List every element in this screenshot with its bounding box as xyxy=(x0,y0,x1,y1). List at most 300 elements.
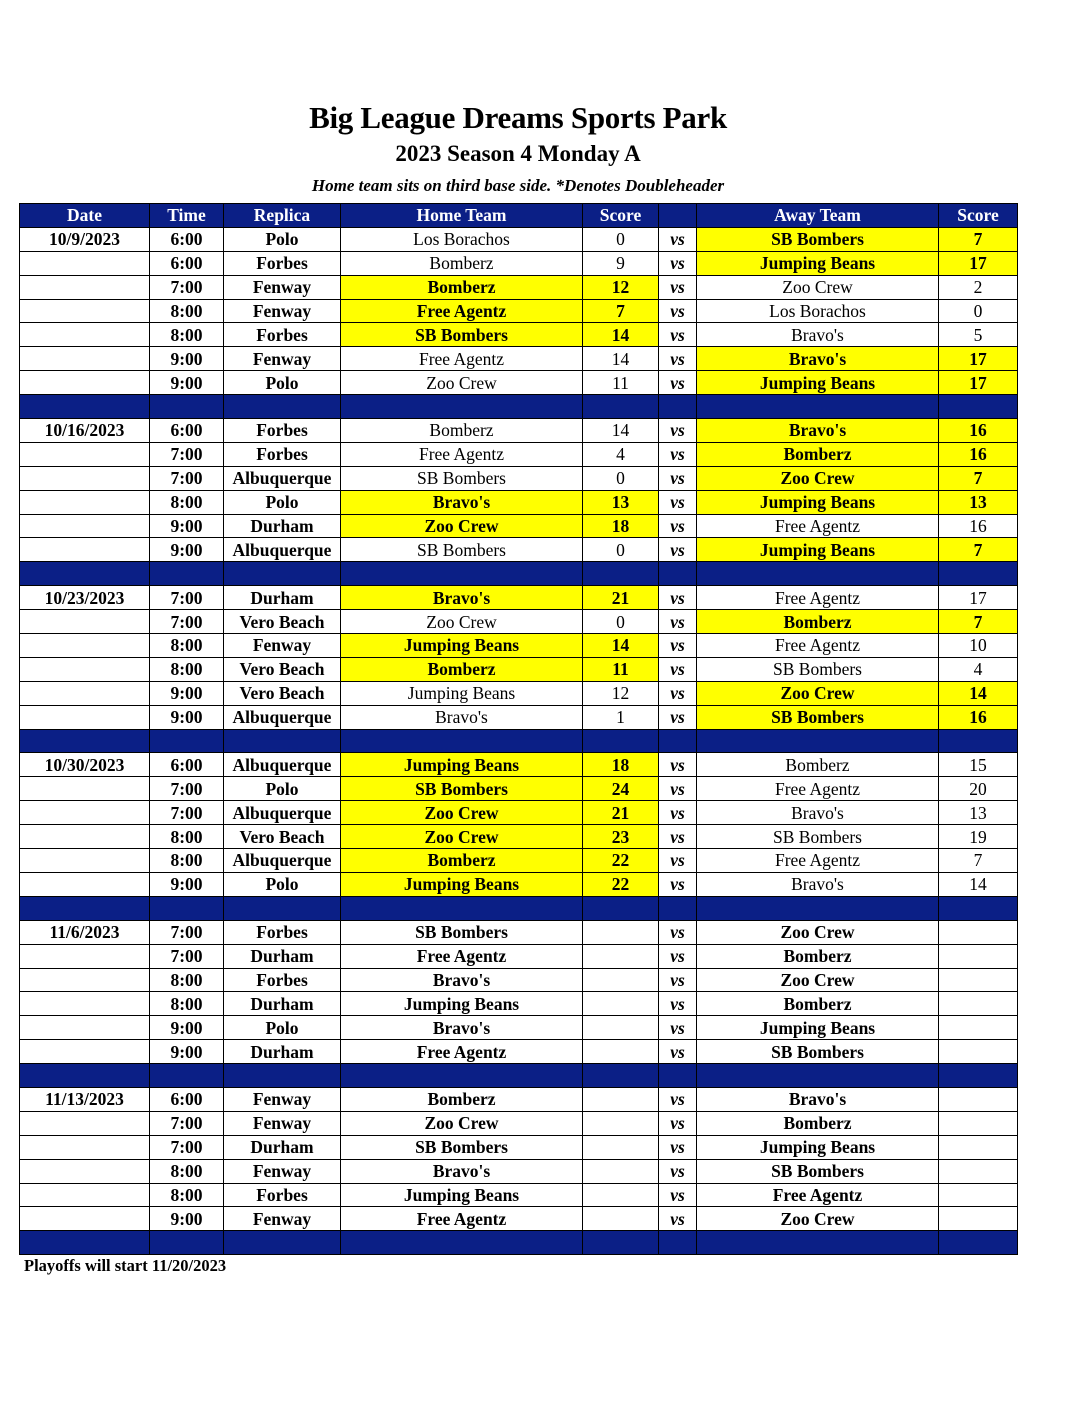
vs-label: vs xyxy=(659,538,697,562)
game-date xyxy=(20,323,150,347)
week-separator-row xyxy=(20,395,1018,419)
game-field: Fenway xyxy=(224,299,341,323)
separator-cell xyxy=(939,896,1018,920)
vs-label: vs xyxy=(659,1183,697,1207)
away-score xyxy=(939,992,1018,1016)
game-field: Albuquerque xyxy=(224,705,341,729)
home-team: Bravo's xyxy=(341,586,583,610)
game-date xyxy=(20,872,150,896)
week-separator-row xyxy=(20,896,1018,920)
away-score: 14 xyxy=(939,681,1018,705)
vs-label: vs xyxy=(659,681,697,705)
away-score: 16 xyxy=(939,705,1018,729)
game-row xyxy=(20,610,1018,634)
away-team: Bomberz xyxy=(697,442,939,466)
away-team: Bravo's xyxy=(697,347,939,371)
game-row xyxy=(20,801,1018,825)
separator-cell xyxy=(697,562,939,586)
home-team: SB Bombers xyxy=(341,1135,583,1159)
game-field: Fenway xyxy=(224,1111,341,1135)
game-row xyxy=(20,920,1018,944)
home-team: Bravo's xyxy=(341,705,583,729)
separator-cell xyxy=(224,896,341,920)
game-time: 7:00 xyxy=(150,586,224,610)
separator-cell xyxy=(224,1231,341,1255)
home-score xyxy=(583,1159,659,1183)
game-date: 11/13/2023 xyxy=(20,1087,150,1111)
home-score xyxy=(583,1040,659,1064)
header-time: Time xyxy=(150,204,224,228)
game-row xyxy=(20,1016,1018,1040)
away-team: Zoo Crew xyxy=(697,466,939,490)
vs-label: vs xyxy=(659,466,697,490)
separator-cell xyxy=(224,562,341,586)
separator-cell xyxy=(150,395,224,419)
vs-label: vs xyxy=(659,610,697,634)
home-team: Bomberz xyxy=(341,849,583,873)
away-team: Jumping Beans xyxy=(697,251,939,275)
separator-cell xyxy=(697,896,939,920)
header-row xyxy=(20,204,1018,228)
header-away-score: Score xyxy=(939,204,1018,228)
away-score: 4 xyxy=(939,657,1018,681)
game-time: 7:00 xyxy=(150,1111,224,1135)
home-team: Free Agentz xyxy=(341,299,583,323)
game-row xyxy=(20,1111,1018,1135)
game-date xyxy=(20,538,150,562)
away-team: Zoo Crew xyxy=(697,920,939,944)
vs-label: vs xyxy=(659,419,697,443)
game-date xyxy=(20,490,150,514)
schedule-table xyxy=(19,203,1018,1255)
home-team: Jumping Beans xyxy=(341,872,583,896)
vs-label: vs xyxy=(659,514,697,538)
away-team: Bravo's xyxy=(697,323,939,347)
game-date xyxy=(20,1135,150,1159)
away-score xyxy=(939,1135,1018,1159)
game-time: 9:00 xyxy=(150,681,224,705)
away-team: SB Bombers xyxy=(697,825,939,849)
separator-cell xyxy=(939,562,1018,586)
home-score: 14 xyxy=(583,419,659,443)
separator-cell xyxy=(150,896,224,920)
home-score: 0 xyxy=(583,538,659,562)
home-team: SB Bombers xyxy=(341,920,583,944)
home-team: Jumping Beans xyxy=(341,992,583,1016)
game-time: 8:00 xyxy=(150,1159,224,1183)
away-score: 14 xyxy=(939,872,1018,896)
separator-cell xyxy=(150,562,224,586)
game-row xyxy=(20,419,1018,443)
vs-label: vs xyxy=(659,1207,697,1231)
game-time: 9:00 xyxy=(150,1207,224,1231)
home-team: Bomberz xyxy=(341,419,583,443)
away-team: Free Agentz xyxy=(697,634,939,658)
game-time: 6:00 xyxy=(150,419,224,443)
away-team: Free Agentz xyxy=(697,777,939,801)
game-date xyxy=(20,347,150,371)
away-team: Bomberz xyxy=(697,1111,939,1135)
vs-label: vs xyxy=(659,657,697,681)
away-team: Zoo Crew xyxy=(697,681,939,705)
home-score: 21 xyxy=(583,801,659,825)
game-time: 7:00 xyxy=(150,442,224,466)
home-team: Bravo's xyxy=(341,1016,583,1040)
vs-label: vs xyxy=(659,944,697,968)
home-team: Zoo Crew xyxy=(341,371,583,395)
game-row xyxy=(20,849,1018,873)
game-time: 9:00 xyxy=(150,538,224,562)
away-score xyxy=(939,944,1018,968)
away-team: Jumping Beans xyxy=(697,371,939,395)
separator-cell xyxy=(583,896,659,920)
home-score xyxy=(583,1111,659,1135)
away-team: Free Agentz xyxy=(697,1183,939,1207)
separator-cell xyxy=(341,1231,583,1255)
away-score: 15 xyxy=(939,753,1018,777)
separator-cell xyxy=(659,395,697,419)
away-score: 10 xyxy=(939,634,1018,658)
home-score xyxy=(583,992,659,1016)
away-team: Bomberz xyxy=(697,753,939,777)
game-field: Forbes xyxy=(224,920,341,944)
away-team: Zoo Crew xyxy=(697,968,939,992)
vs-label: vs xyxy=(659,323,697,347)
home-score xyxy=(583,1207,659,1231)
game-time: 9:00 xyxy=(150,371,224,395)
separator-cell xyxy=(341,395,583,419)
away-team: Free Agentz xyxy=(697,849,939,873)
away-score: 16 xyxy=(939,514,1018,538)
game-row xyxy=(20,777,1018,801)
game-field: Durham xyxy=(224,1040,341,1064)
game-row xyxy=(20,1183,1018,1207)
home-team: Bomberz xyxy=(341,657,583,681)
home-team: Free Agentz xyxy=(341,442,583,466)
separator-cell xyxy=(697,395,939,419)
game-field: Forbes xyxy=(224,1183,341,1207)
game-date xyxy=(20,610,150,634)
game-row xyxy=(20,1159,1018,1183)
game-date xyxy=(20,968,150,992)
game-time: 9:00 xyxy=(150,872,224,896)
game-row xyxy=(20,275,1018,299)
home-score: 0 xyxy=(583,610,659,634)
game-field: Forbes xyxy=(224,323,341,347)
game-field: Polo xyxy=(224,227,341,251)
home-team: Bravo's xyxy=(341,1159,583,1183)
separator-cell xyxy=(20,729,150,753)
game-date: 11/6/2023 xyxy=(20,920,150,944)
vs-label: vs xyxy=(659,1135,697,1159)
away-score: 16 xyxy=(939,442,1018,466)
vs-label: vs xyxy=(659,371,697,395)
away-score xyxy=(939,1111,1018,1135)
vs-label: vs xyxy=(659,849,697,873)
game-row xyxy=(20,586,1018,610)
separator-cell xyxy=(224,729,341,753)
game-field: Polo xyxy=(224,777,341,801)
game-row xyxy=(20,657,1018,681)
game-time: 6:00 xyxy=(150,251,224,275)
home-team: Los Borachos xyxy=(341,227,583,251)
vs-label: vs xyxy=(659,251,697,275)
vs-label: vs xyxy=(659,825,697,849)
separator-cell xyxy=(150,1231,224,1255)
game-field: Polo xyxy=(224,371,341,395)
away-team: SB Bombers xyxy=(697,657,939,681)
separator-cell xyxy=(659,1231,697,1255)
game-row xyxy=(20,490,1018,514)
home-score: 22 xyxy=(583,849,659,873)
game-date xyxy=(20,944,150,968)
separator-cell xyxy=(341,729,583,753)
separator-cell xyxy=(150,729,224,753)
home-team: Jumping Beans xyxy=(341,753,583,777)
separator-cell xyxy=(697,1064,939,1088)
game-time: 8:00 xyxy=(150,1183,224,1207)
game-field: Albuquerque xyxy=(224,466,341,490)
page-subtitle: 2023 Season 4 Monday A xyxy=(395,141,641,166)
away-score: 2 xyxy=(939,275,1018,299)
vs-label: vs xyxy=(659,299,697,323)
home-team: Jumping Beans xyxy=(341,634,583,658)
vs-label: vs xyxy=(659,920,697,944)
game-date xyxy=(20,275,150,299)
home-score xyxy=(583,1183,659,1207)
home-team: Free Agentz xyxy=(341,347,583,371)
game-field: Durham xyxy=(224,992,341,1016)
away-team: SB Bombers xyxy=(697,227,939,251)
game-field: Vero Beach xyxy=(224,825,341,849)
separator-cell xyxy=(583,1064,659,1088)
separator-cell xyxy=(224,395,341,419)
home-score: 23 xyxy=(583,825,659,849)
game-date xyxy=(20,705,150,729)
game-field: Polo xyxy=(224,490,341,514)
game-time: 8:00 xyxy=(150,968,224,992)
away-score: 7 xyxy=(939,466,1018,490)
game-time: 7:00 xyxy=(150,920,224,944)
game-time: 9:00 xyxy=(150,1040,224,1064)
away-score xyxy=(939,1183,1018,1207)
game-time: 7:00 xyxy=(150,610,224,634)
home-score xyxy=(583,920,659,944)
week-separator-row xyxy=(20,1064,1018,1088)
game-time: 7:00 xyxy=(150,275,224,299)
home-score: 11 xyxy=(583,371,659,395)
home-team: Zoo Crew xyxy=(341,514,583,538)
game-time: 8:00 xyxy=(150,849,224,873)
home-team: Jumping Beans xyxy=(341,1183,583,1207)
vs-label: vs xyxy=(659,586,697,610)
home-team: SB Bombers xyxy=(341,323,583,347)
game-time: 7:00 xyxy=(150,944,224,968)
vs-label: vs xyxy=(659,801,697,825)
game-row xyxy=(20,538,1018,562)
vs-label: vs xyxy=(659,777,697,801)
game-date xyxy=(20,299,150,323)
home-score: 13 xyxy=(583,490,659,514)
separator-cell xyxy=(20,395,150,419)
vs-label: vs xyxy=(659,1159,697,1183)
home-score: 12 xyxy=(583,681,659,705)
home-score: 0 xyxy=(583,466,659,490)
away-team: Free Agentz xyxy=(697,514,939,538)
game-field: Fenway xyxy=(224,1159,341,1183)
separator-cell xyxy=(583,562,659,586)
vs-label: vs xyxy=(659,753,697,777)
game-time: 6:00 xyxy=(150,1087,224,1111)
game-row xyxy=(20,514,1018,538)
game-row xyxy=(20,681,1018,705)
game-date xyxy=(20,466,150,490)
vs-label: vs xyxy=(659,634,697,658)
away-score: 7 xyxy=(939,610,1018,634)
game-field: Durham xyxy=(224,944,341,968)
home-score xyxy=(583,968,659,992)
home-team: Bomberz xyxy=(341,275,583,299)
home-score xyxy=(583,1016,659,1040)
home-score: 18 xyxy=(583,753,659,777)
vs-label: vs xyxy=(659,442,697,466)
game-date xyxy=(20,849,150,873)
home-team: Bomberz xyxy=(341,1087,583,1111)
away-score: 13 xyxy=(939,490,1018,514)
game-row xyxy=(20,705,1018,729)
away-score xyxy=(939,968,1018,992)
game-field: Fenway xyxy=(224,1087,341,1111)
home-team: Free Agentz xyxy=(341,1040,583,1064)
game-field: Fenway xyxy=(224,1207,341,1231)
separator-cell xyxy=(583,729,659,753)
game-field: Fenway xyxy=(224,634,341,658)
game-field: Forbes xyxy=(224,251,341,275)
away-score xyxy=(939,1040,1018,1064)
away-team: Jumping Beans xyxy=(697,1135,939,1159)
separator-cell xyxy=(939,1064,1018,1088)
away-score: 13 xyxy=(939,801,1018,825)
home-team: SB Bombers xyxy=(341,538,583,562)
game-field: Durham xyxy=(224,586,341,610)
game-date xyxy=(20,777,150,801)
home-score xyxy=(583,944,659,968)
header-date: Date xyxy=(20,204,150,228)
game-row xyxy=(20,634,1018,658)
game-date xyxy=(20,442,150,466)
game-field: Forbes xyxy=(224,442,341,466)
game-time: 9:00 xyxy=(150,705,224,729)
game-date xyxy=(20,1040,150,1064)
away-score: 17 xyxy=(939,586,1018,610)
away-score: 7 xyxy=(939,227,1018,251)
game-field: Albuquerque xyxy=(224,538,341,562)
separator-cell xyxy=(341,896,583,920)
game-field: Fenway xyxy=(224,347,341,371)
game-date xyxy=(20,371,150,395)
game-row xyxy=(20,1207,1018,1231)
home-score: 12 xyxy=(583,275,659,299)
away-team: Bomberz xyxy=(697,992,939,1016)
game-date xyxy=(20,1016,150,1040)
away-team: SB Bombers xyxy=(697,1159,939,1183)
playoffs-note: Playoffs will start 11/20/2023 xyxy=(24,1256,227,1275)
separator-cell xyxy=(20,1231,150,1255)
vs-label: vs xyxy=(659,968,697,992)
away-team: Bomberz xyxy=(697,944,939,968)
separator-cell xyxy=(659,896,697,920)
home-score: 21 xyxy=(583,586,659,610)
game-date: 10/16/2023 xyxy=(20,419,150,443)
game-row xyxy=(20,347,1018,371)
home-score xyxy=(583,1087,659,1111)
game-row xyxy=(20,1040,1018,1064)
page-title: Big League Dreams Sports Park xyxy=(309,100,727,135)
game-time: 7:00 xyxy=(150,466,224,490)
away-score: 17 xyxy=(939,251,1018,275)
away-score: 16 xyxy=(939,419,1018,443)
home-score: 1 xyxy=(583,705,659,729)
vs-label: vs xyxy=(659,872,697,896)
game-field: Forbes xyxy=(224,968,341,992)
game-field: Durham xyxy=(224,514,341,538)
separator-cell xyxy=(939,1231,1018,1255)
away-score: 5 xyxy=(939,323,1018,347)
game-time: 7:00 xyxy=(150,1135,224,1159)
game-field: Forbes xyxy=(224,419,341,443)
away-score xyxy=(939,920,1018,944)
game-field: Albuquerque xyxy=(224,849,341,873)
away-team: Jumping Beans xyxy=(697,490,939,514)
game-time: 8:00 xyxy=(150,657,224,681)
away-team: Bravo's xyxy=(697,1087,939,1111)
home-score: 0 xyxy=(583,227,659,251)
week-separator-row xyxy=(20,562,1018,586)
away-team: SB Bombers xyxy=(697,1040,939,1064)
game-date: 10/23/2023 xyxy=(20,586,150,610)
away-team: Zoo Crew xyxy=(697,275,939,299)
separator-cell xyxy=(20,896,150,920)
home-team: Bravo's xyxy=(341,490,583,514)
game-date xyxy=(20,1159,150,1183)
home-score: 24 xyxy=(583,777,659,801)
separator-cell xyxy=(659,562,697,586)
game-date xyxy=(20,634,150,658)
home-team: Free Agentz xyxy=(341,1207,583,1231)
away-team: Bravo's xyxy=(697,419,939,443)
game-row xyxy=(20,753,1018,777)
home-score xyxy=(583,1135,659,1159)
week-separator-row xyxy=(20,729,1018,753)
separator-cell xyxy=(341,562,583,586)
separator-cell xyxy=(150,1064,224,1088)
schedule-body xyxy=(20,227,1018,1254)
away-team: SB Bombers xyxy=(697,705,939,729)
game-row xyxy=(20,466,1018,490)
home-score: 14 xyxy=(583,347,659,371)
home-score: 14 xyxy=(583,323,659,347)
game-date xyxy=(20,681,150,705)
away-team: Jumping Beans xyxy=(697,1016,939,1040)
game-row xyxy=(20,1135,1018,1159)
vs-label: vs xyxy=(659,347,697,371)
game-field: Vero Beach xyxy=(224,681,341,705)
game-row xyxy=(20,944,1018,968)
separator-cell xyxy=(583,395,659,419)
game-row xyxy=(20,442,1018,466)
separator-cell xyxy=(697,729,939,753)
home-team: Free Agentz xyxy=(341,944,583,968)
